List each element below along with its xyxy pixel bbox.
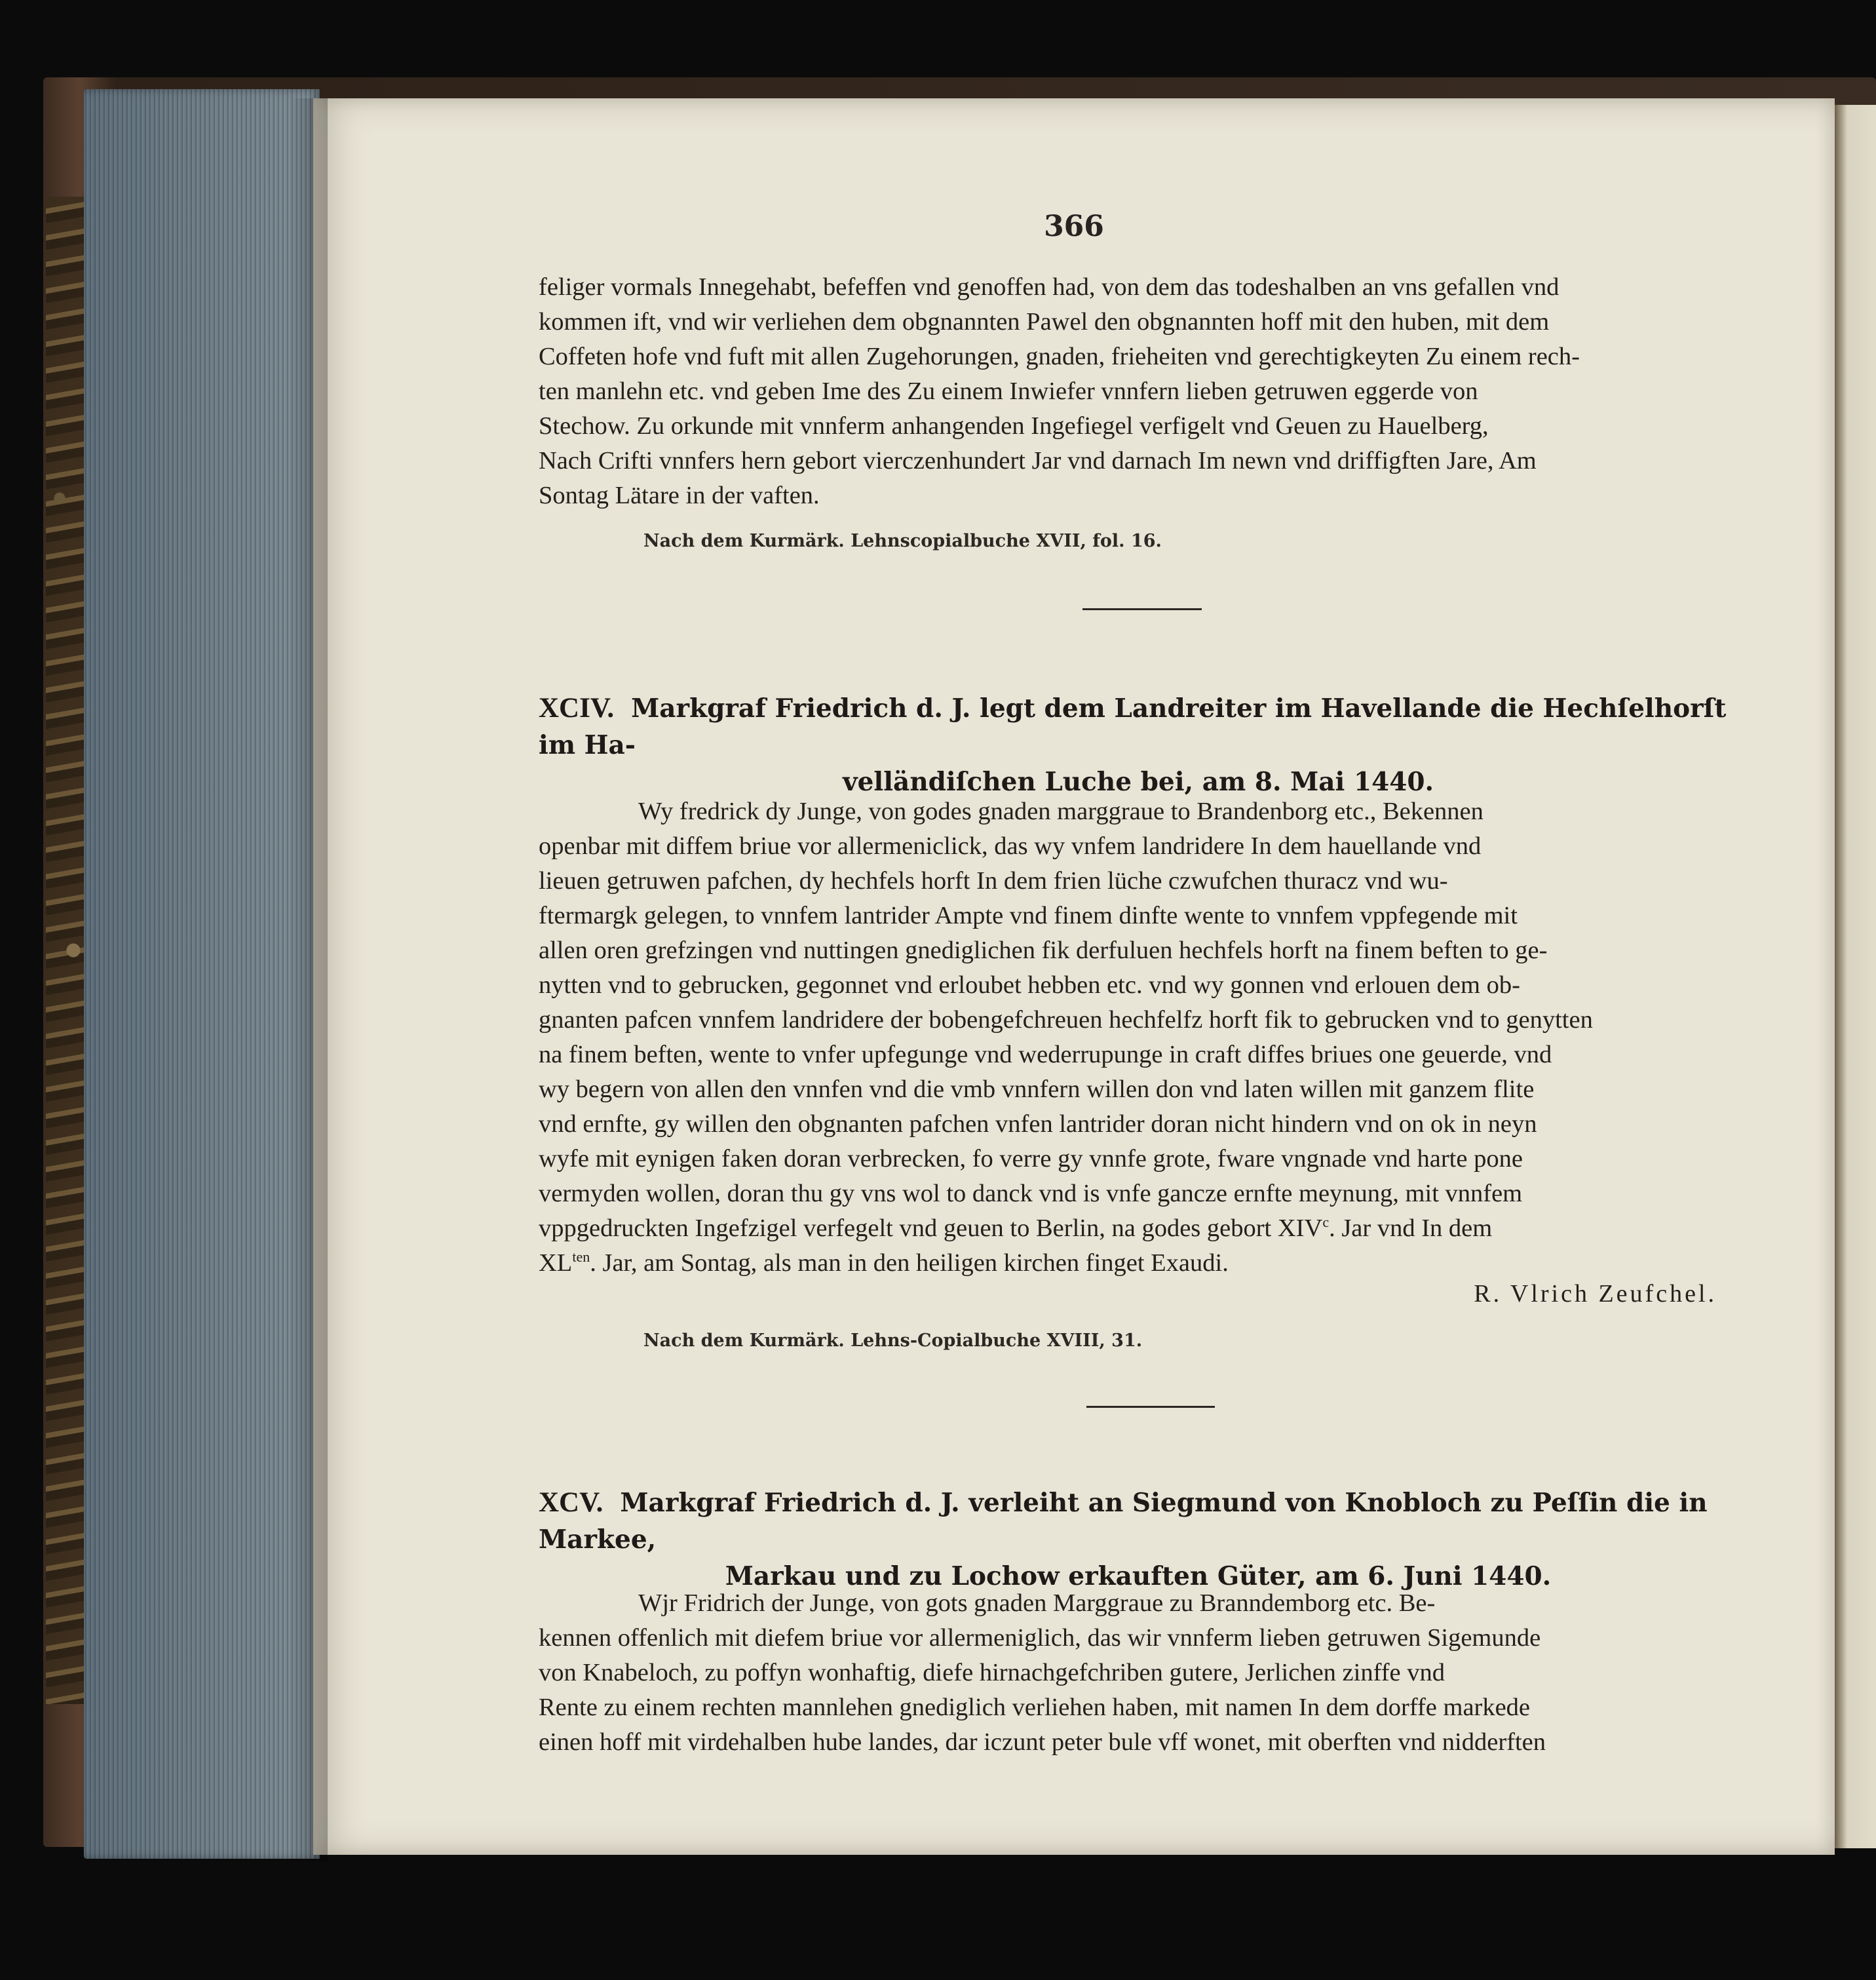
spine-shadow — [288, 98, 328, 1861]
text-line: kommen ift, vnd wir verliehen dem obgnannten Pawel den obgnannten hoff mit den huben, mit dem — [539, 308, 1550, 336]
heading-line-2: velländiſchen Luche bei, am 8. Mai 1440. — [842, 767, 1434, 797]
text-fragment: . Jar, am Sontag, als man in den heiligen kirchen finget Exaudi. — [590, 1249, 1229, 1277]
text-line: lieuen getruwen pafchen, dy hechfels horft In dem frien lüche czwufchen thuracz vnd wu- — [539, 867, 1448, 895]
text-line: ftermargk gelegen, to vnnfem lantrider Ampte vnd finem dinfte wente to vnnfem vppfegende mit — [539, 902, 1518, 929]
page-number: 366 — [1044, 210, 1104, 243]
heading-line-1: Markgraf Friedrich d. J. verleiht an Siegmund von Knobloch zu Peſſin die in Markee, — [539, 1488, 1708, 1555]
source-note: Nach dem Kurmärk. Lehnscopialbuche XVII, fol. 16. — [643, 531, 1162, 551]
text-line: Nach Crifti vnnfers hern gebort vierczenhundert Jar vnd darnach Im newn vnd driffigften Jare, Am — [539, 447, 1537, 475]
text-line: vermyden wollen, doran thu gy vns wol to danck vnd is vnfe gancze ernfte meynung, mit vnnfem — [539, 1180, 1523, 1207]
text-line: ten manlehn etc. vnd geben Ime des Zu einem Inwiefer vnnfern lieben getruwen eggerde von — [539, 378, 1478, 405]
signature: R. Vlrich Zeufchel. — [1474, 1280, 1717, 1308]
text-line: wyfe mit eynigen faken doran verbrecken, fo verre gy vnnfe grote, fware vngnade vnd harte pone — [539, 1145, 1523, 1173]
text-line: kennen offenlich mit diefem briue vor allermeniglich, das wir vnnferm lieben getruwen Sigemunde — [539, 1624, 1541, 1652]
superscript: ten — [572, 1249, 590, 1266]
text-line — [539, 1246, 1731, 1281]
source-note: Nach dem Kurmärk. Lehns-Copialbuche XVIII, 31. — [643, 1330, 1143, 1351]
text-line: vnd ernfte, gy willen den obgnanten pafchen vnfen lantrider doran nicht hindern vnd on ok in neyn — [539, 1110, 1537, 1138]
document-xcv-text — [539, 1586, 1731, 1760]
section-divider — [1082, 608, 1202, 610]
book-page — [313, 98, 1835, 1855]
document-xciv-text — [539, 794, 1731, 1281]
superscript: c — [1322, 1214, 1330, 1231]
text-line: Sontag Lätare in der vaften. — [539, 482, 820, 509]
text-line: feliger vormals Innegehabt, befeffen vnd genoffen had, von dem das todeshalben an vns gefallen vnd — [539, 273, 1560, 301]
text-line: allen oren grefzingen vnd nuttingen gnediglichen fik derfuluen hechfels horft na finem beften to ge- — [539, 937, 1548, 964]
text-line: na finem beften, wente to vnfer upfegunge vnd wederrupunge in craft diffes briues one geuerde, vnd — [539, 1041, 1552, 1068]
text-fragment: . Jar vnd In dem — [1329, 1214, 1493, 1242]
prev-document-text — [539, 270, 1731, 513]
text-line: einen hoff mit virdehalben hube landes, dar iczunt peter bule vff wonet, mit oberften vnd nidderften — [539, 1728, 1546, 1756]
text-line: Rente zu einem rechten mannlehen gnediglich verliehen haben, mit namen In dem dorffe markede — [539, 1694, 1531, 1721]
text-fragment: vppgedruckten Ingefzigel verfegelt vnd geuen to Berlin, na godes gebort XIV — [539, 1214, 1323, 1242]
text-line: von Knabeloch, zu poffyn wonhaftig, diefe hirnachgefchriben gutere, Jerlichen zinffe vnd — [539, 1659, 1445, 1686]
text-line: Coffeten hofe vnd fuft mit allen Zugehorungen, gnaden, frieheiten vnd gerechtigkeyten Zu einem rech- — [539, 343, 1580, 370]
section-heading-xciv — [539, 690, 1738, 800]
text-fragment: XL — [539, 1249, 573, 1277]
facing-page-edge — [1835, 105, 1876, 1848]
section-number: XCV. — [539, 1487, 603, 1518]
text-line: gnanten pafcen vnnfem landridere der bobengefchreuen hechfelfz horft fik to gebrucken vnd to genytten — [539, 1006, 1593, 1034]
text-line — [539, 1211, 1731, 1246]
heading-line-2: Markau und zu Lochow erkauften Güter, am 6. Juni 1440. — [725, 1561, 1552, 1591]
text-line: Wy fredrick dy Junge, von godes gnaden marggraue to Brandenborg etc., Bekennen — [638, 798, 1484, 825]
section-divider — [1086, 1406, 1215, 1408]
text-line: Wjr Fridrich der Junge, von gots gnaden Marggraue zu Branndemborg etc. Be- — [638, 1589, 1436, 1617]
text-line: nytten vnd to gebrucken, gegonnet vnd erloubet hebben etc. vnd wy gonnen vnd erlouen dem ob- — [539, 971, 1520, 999]
heading-line-1: Markgraf Friedrich d. J. legt dem Landreiter im Havellande die Hechſelhorſt im Ha- — [539, 693, 1727, 760]
text-line: wy begern von allen den vnnfen vnd die vmb vnnfern willen don vnd laten willen mit ganzem flite — [539, 1076, 1535, 1103]
section-number: XCIV. — [539, 693, 615, 724]
text-line: openbar mit diffem briue vor allermeniclick, das wy vnfem landridere In dem hauellande vnd — [539, 832, 1482, 860]
section-heading-xcv — [539, 1485, 1738, 1595]
page-edges — [84, 89, 320, 1859]
text-line: Stechow. Zu orkunde mit vnnferm anhangenden Ingefiegel verfigelt vnd Geuen zu Hauelberg, — [539, 412, 1489, 440]
